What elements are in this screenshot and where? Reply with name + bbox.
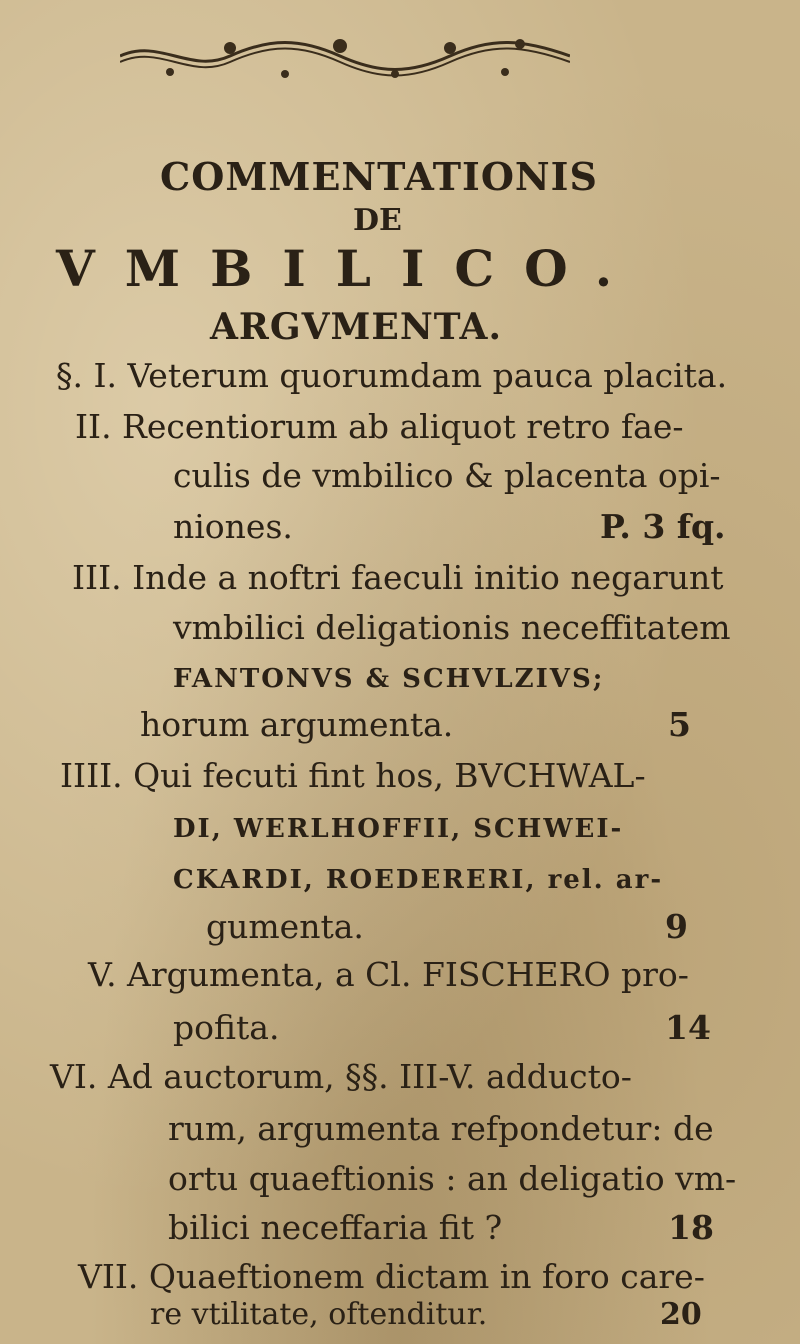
toc-page-number: P. 3 fq. (600, 507, 726, 546)
toc-page-number: 5 (668, 705, 691, 744)
toc-line: VII. Quaeftionem dictam in foro care- (78, 1257, 705, 1296)
title-argvmenta: ARGVMENTA. (210, 306, 503, 348)
title-commentationis: COMMENTATIONIS (160, 154, 598, 199)
title-de: DE (353, 203, 402, 238)
toc-line: DI, WERLHOFFII, SCHWEI- (173, 814, 624, 844)
toc-line: horum argumenta. (140, 705, 454, 744)
toc-line: VI. Ad auctorum, §§. III-V. adducto- (50, 1057, 632, 1096)
toc-page-number: 20 (660, 1297, 702, 1332)
toc-line: V. Argumenta, a Cl. FISCHERO pro- (88, 955, 689, 994)
toc-line: III. Inde a noftri faeculi initio negarunt (72, 558, 724, 597)
toc-line: ortu quaeftionis : an deligatio vm- (168, 1159, 737, 1198)
toc-line: II. Recentiorum ab aliquot retro fae- (75, 407, 684, 446)
toc-line: rum, argumenta refpondetur: de (168, 1109, 714, 1148)
decorative-headpiece (120, 28, 570, 84)
toc-line: §. I. Veterum quorumdam pauca placita. (56, 356, 728, 395)
toc-line: CKARDI, ROEDERERI, rel. ar- (173, 865, 664, 895)
toc-line: bilici neceffaria fit ? (168, 1208, 503, 1247)
toc-line: niones. (173, 507, 293, 546)
toc-page-number: 14 (665, 1008, 711, 1047)
toc-line: vmbilici deligationis neceffitatem (173, 608, 731, 647)
toc-line: IIII. Qui fecuti fint hos, BVCHWAL- (60, 756, 646, 795)
toc-line: FANTONVS & SCHVLZIVS; (173, 664, 605, 694)
toc-line: pofita. (173, 1008, 280, 1047)
title-vmbilico: VMBILICO. (56, 239, 643, 298)
toc-page-number: 18 (668, 1208, 714, 1247)
toc-line: culis de vmbilico & placenta opi- (173, 456, 721, 495)
toc-line: re vtilitate, oftenditur. (150, 1297, 488, 1332)
toc-line: gumenta. (206, 907, 364, 946)
toc-page-number: 9 (665, 907, 688, 946)
